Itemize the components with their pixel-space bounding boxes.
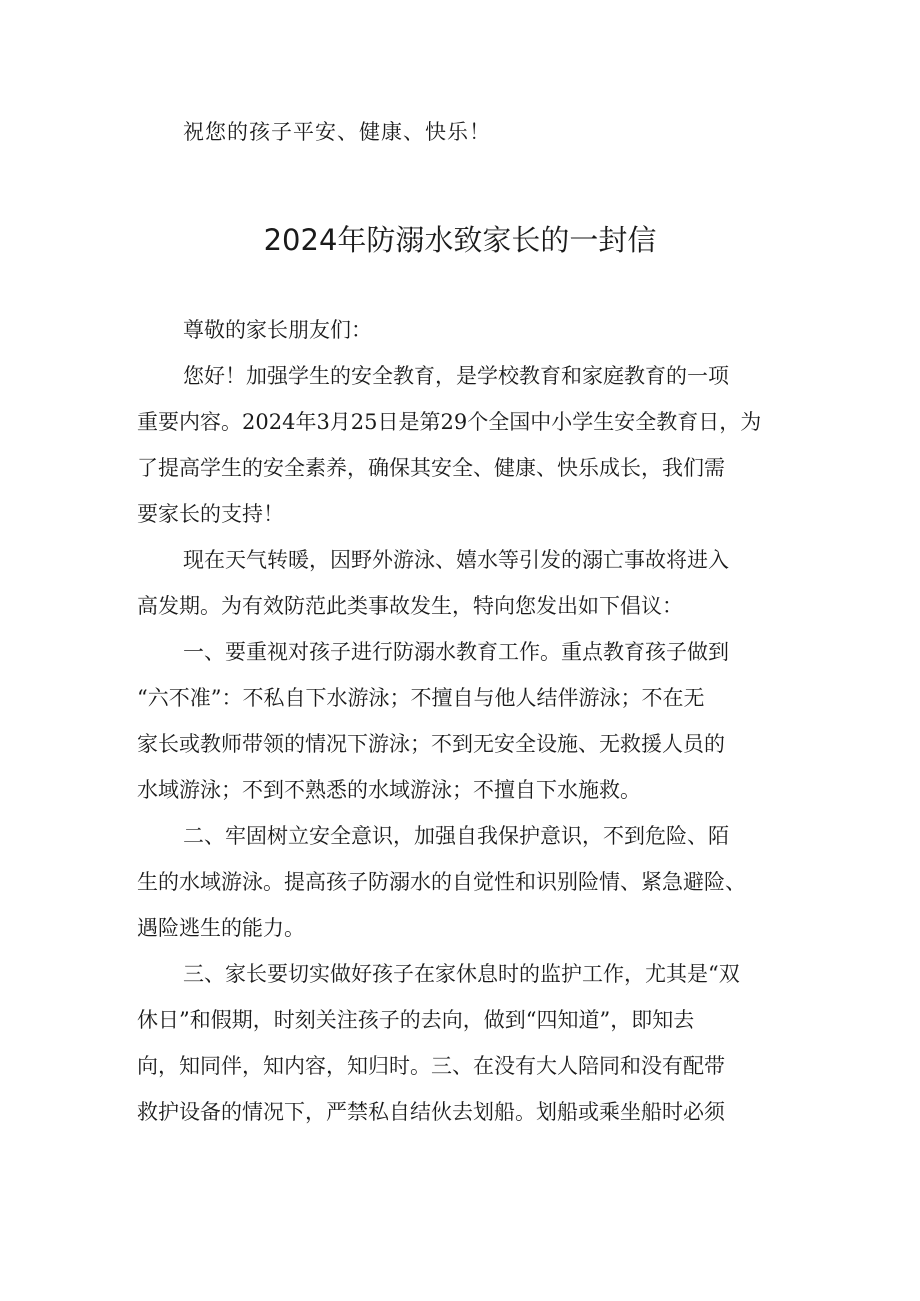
paragraph-line: 现在天气转暖，因野外游泳、嬉水等引发的溺亡事故将进入 (183, 548, 729, 572)
paragraph-line: 重要内容。2024年3月25日是第29个全国中小学生安全教育日，为 (137, 410, 762, 434)
paragraph-line: 家长或教师带领的情况下游泳；不到无安全设施、无救援人员的 (137, 732, 725, 756)
paragraph-line: 遇险逃生的能力。 (137, 916, 305, 940)
paragraph-line: 生的水域游泳。提高孩子防溺水的自觉性和识别险情、紧急避险、 (137, 870, 746, 894)
paragraph-line: 救护设备的情况下，严禁私自结伙去划船。划船或乘坐船时必须 (137, 1100, 725, 1124)
paragraph-line: “六不准”：不私自下水游泳；不擅自与他人结伴游泳；不在无 (137, 686, 705, 710)
paragraph-line: 三、家长要切实做好孩子在家休息时的监护工作，尤其是“双 (183, 962, 740, 986)
closing-line: 祝您的孩子平安、健康、快乐！ (183, 120, 491, 144)
paragraph-line: 休日”和假期，时刻关注孩子的去向，做到“四知道”，即知去 (137, 1008, 695, 1032)
paragraph-line: 一、要重视对孩子进行防溺水教育工作。重点教育孩子做到 (183, 640, 729, 664)
paragraph-line: 高发期。为有效防范此类事故发生，特向您发出如下倡议： (137, 594, 683, 618)
letter-body (137, 307, 797, 1135)
paragraph-line: 您好！加强学生的安全教育，是学校教育和家庭教育的一项 (183, 364, 729, 388)
paragraph-line: 向，知同伴，知内容，知归时。三、在没有大人陪同和没有配带 (137, 1054, 725, 1078)
paragraph-line: 了提高学生的安全素养，确保其安全、健康、快乐成长，我们需 (137, 456, 725, 480)
paragraph-line: 要家长的支持！ (137, 502, 284, 526)
page-title: 2024年防溺水致家长的一封信 (263, 223, 657, 257)
paragraph-line: 水域游泳；不到不熟悉的水域游泳；不擅自下水施救。 (137, 778, 641, 802)
salutation: 尊敬的家长朋友们： (183, 318, 372, 342)
paragraph-line: 二、牢固树立安全意识，加强自我保护意识，不到危险、陌 (183, 824, 729, 848)
